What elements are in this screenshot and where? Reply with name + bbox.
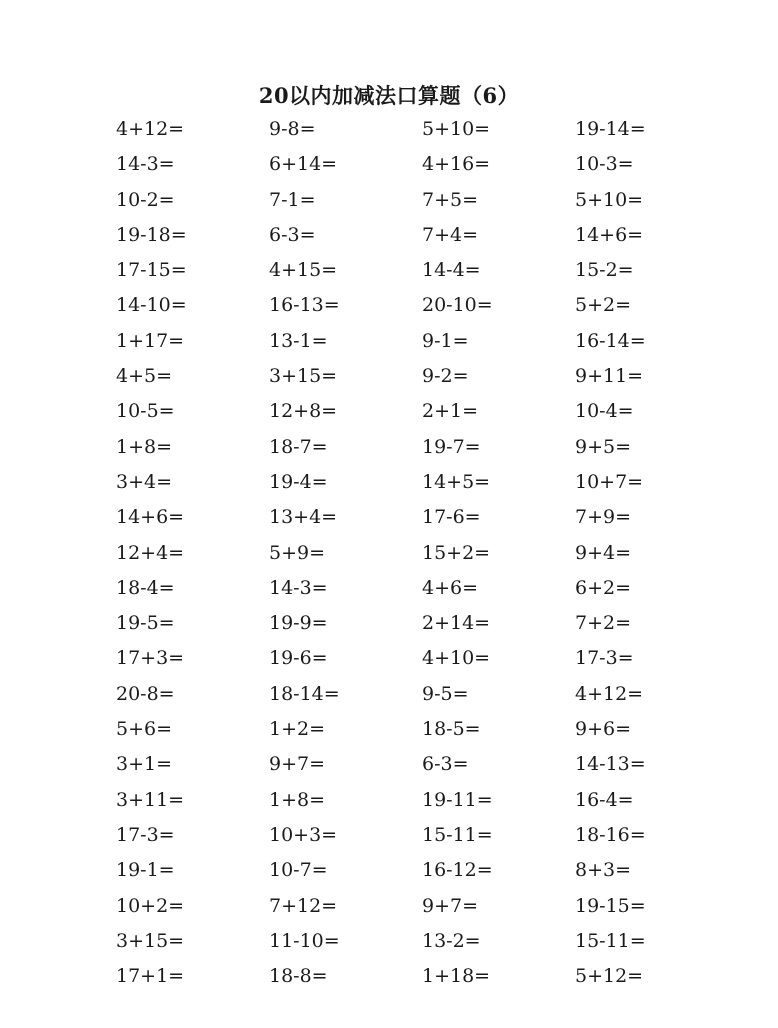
math-problem: 4+12= bbox=[116, 118, 185, 140]
math-problem: 7+12= bbox=[269, 894, 338, 917]
math-problem: 13-2= bbox=[422, 929, 481, 952]
math-problem: 18-8= bbox=[269, 965, 328, 988]
math-problem: 6-3= bbox=[269, 223, 316, 246]
math-problem: 19-15= bbox=[575, 894, 646, 917]
math-problem: 10-5= bbox=[116, 400, 175, 423]
math-problem: 7-1= bbox=[269, 188, 316, 211]
math-problem: 14-3= bbox=[116, 153, 175, 176]
math-problem: 2+14= bbox=[422, 612, 491, 635]
math-problem: 9-2= bbox=[422, 365, 469, 388]
math-problem: 17-3= bbox=[116, 823, 175, 846]
math-problem: 10-7= bbox=[269, 859, 328, 882]
math-problem: 9-1= bbox=[422, 329, 469, 352]
math-problem: 10-2= bbox=[116, 188, 175, 211]
math-problem: 5+6= bbox=[116, 718, 173, 741]
math-problem: 15-11= bbox=[575, 929, 646, 952]
math-problem: 8+3= bbox=[575, 859, 632, 882]
problem-grid bbox=[116, 112, 728, 994]
math-problem: 19-14= bbox=[575, 118, 646, 140]
math-problem: 5+9= bbox=[269, 541, 326, 564]
math-problem: 17-15= bbox=[116, 259, 187, 282]
math-problem: 19-6= bbox=[269, 647, 328, 670]
math-problem: 10+3= bbox=[269, 823, 338, 846]
math-problem: 18-5= bbox=[422, 718, 481, 741]
math-problem: 17-3= bbox=[575, 647, 634, 670]
math-problem: 14-4= bbox=[422, 259, 481, 282]
page-title: 20以内加减法口算题（6） bbox=[258, 83, 520, 108]
math-problem: 15-2= bbox=[575, 259, 634, 282]
math-problem: 19-18= bbox=[116, 223, 187, 246]
math-problem: 6+2= bbox=[575, 576, 632, 599]
math-problem: 1+17= bbox=[116, 329, 185, 352]
math-problem: 9+7= bbox=[269, 753, 326, 776]
math-problem: 18-14= bbox=[269, 682, 340, 705]
math-problem: 14-10= bbox=[116, 294, 187, 317]
math-problem: 16-4= bbox=[575, 788, 634, 811]
math-problem: 3+15= bbox=[269, 365, 338, 388]
math-problem: 19-5= bbox=[116, 612, 175, 635]
math-problem: 14+6= bbox=[575, 223, 644, 246]
math-problem: 14+5= bbox=[422, 470, 491, 493]
math-problem: 3+15= bbox=[116, 929, 185, 952]
math-problem: 4+5= bbox=[116, 365, 173, 388]
math-problem: 5+2= bbox=[575, 294, 632, 317]
math-problem: 6+14= bbox=[269, 153, 338, 176]
math-problem: 3+11= bbox=[116, 788, 185, 811]
math-problem: 18-4= bbox=[116, 576, 175, 599]
math-problem: 4+6= bbox=[422, 576, 479, 599]
math-problem: 10-4= bbox=[575, 400, 634, 423]
math-problem: 7+9= bbox=[575, 506, 632, 529]
math-problem: 9+5= bbox=[575, 435, 632, 458]
math-problem: 7+5= bbox=[422, 188, 479, 211]
math-problem: 2+1= bbox=[422, 400, 479, 423]
math-problem: 19-4= bbox=[269, 470, 328, 493]
math-problem: 4+12= bbox=[575, 682, 644, 705]
math-problem: 12+8= bbox=[269, 400, 338, 423]
math-problem: 17+1= bbox=[116, 965, 185, 988]
math-problem: 16-13= bbox=[269, 294, 340, 317]
math-problem: 9-5= bbox=[422, 682, 469, 705]
math-problem: 19-7= bbox=[422, 435, 481, 458]
math-problem: 5+12= bbox=[575, 965, 644, 988]
math-problem: 9-8= bbox=[269, 118, 316, 140]
math-problem: 7+2= bbox=[575, 612, 632, 635]
math-problem: 14-13= bbox=[575, 753, 646, 776]
math-problem: 17-6= bbox=[422, 506, 481, 529]
math-problem: 10+2= bbox=[116, 894, 185, 917]
math-problem: 3+1= bbox=[116, 753, 173, 776]
math-problem: 14+6= bbox=[116, 506, 185, 529]
math-problem: 1+18= bbox=[422, 965, 491, 988]
math-problem: 15-11= bbox=[422, 823, 493, 846]
math-problem: 16-12= bbox=[422, 859, 493, 882]
math-problem: 20-8= bbox=[116, 682, 175, 705]
math-problem: 17+3= bbox=[116, 647, 185, 670]
math-problem: 3+4= bbox=[116, 470, 173, 493]
math-problem: 18-16= bbox=[575, 823, 646, 846]
math-problem: 14-3= bbox=[269, 576, 328, 599]
math-problem: 13+4= bbox=[269, 506, 338, 529]
math-problem: 4+10= bbox=[422, 647, 491, 670]
math-problem: 9+7= bbox=[422, 894, 479, 917]
math-problem: 7+4= bbox=[422, 223, 479, 246]
math-problem: 6-3= bbox=[422, 753, 469, 776]
math-problem: 18-7= bbox=[269, 435, 328, 458]
math-problem: 1+8= bbox=[116, 435, 173, 458]
math-problem: 19-9= bbox=[269, 612, 328, 635]
math-problem: 15+2= bbox=[422, 541, 491, 564]
math-problem: 9+6= bbox=[575, 718, 632, 741]
math-problem: 19-1= bbox=[116, 859, 175, 882]
math-problem: 19-11= bbox=[422, 788, 493, 811]
math-problem: 5+10= bbox=[422, 118, 491, 140]
math-problem: 4+15= bbox=[269, 259, 338, 282]
math-problem: 10+7= bbox=[575, 470, 644, 493]
math-problem: 9+11= bbox=[575, 365, 644, 388]
math-problem: 1+8= bbox=[269, 788, 326, 811]
math-problem: 16-14= bbox=[575, 329, 646, 352]
math-problem: 1+2= bbox=[269, 718, 326, 741]
math-problem: 12+4= bbox=[116, 541, 185, 564]
math-problem: 13-1= bbox=[269, 329, 328, 352]
math-problem: 9+4= bbox=[575, 541, 632, 564]
math-problem: 5+10= bbox=[575, 188, 644, 211]
math-problem: 20-10= bbox=[422, 294, 493, 317]
math-problem: 10-3= bbox=[575, 153, 634, 176]
math-problem: 4+16= bbox=[422, 153, 491, 176]
math-problem: 11-10= bbox=[269, 929, 340, 952]
